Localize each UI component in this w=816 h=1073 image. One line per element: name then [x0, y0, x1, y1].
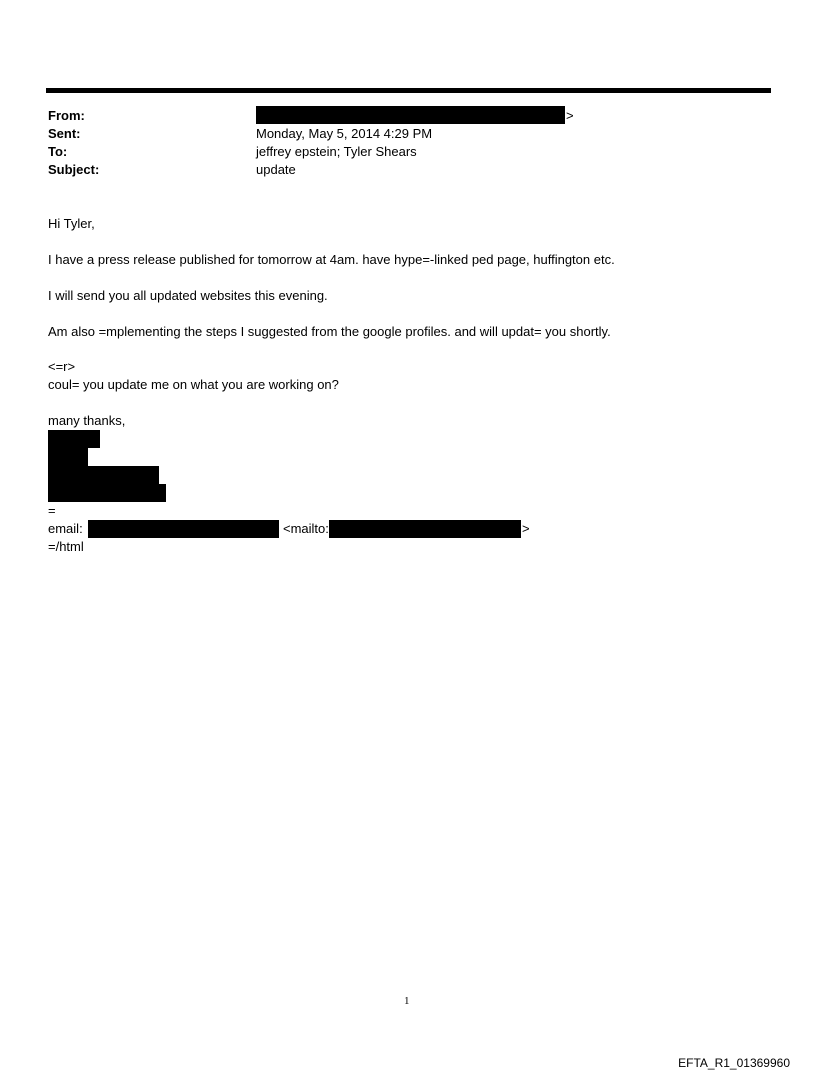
sent-value: Monday, May 5, 2014 4:29 PM	[256, 126, 433, 141]
equals-line: =	[48, 503, 56, 518]
mailto-close: >	[522, 521, 530, 536]
signature-redaction-1	[48, 430, 100, 448]
to-label: To:	[48, 144, 68, 159]
subject-label: Subject:	[48, 162, 100, 177]
body-line-press-release: I have a press release published for tomorrow at 4am. have hype=-linked ped page, huffington etc.	[48, 252, 615, 267]
signature-redaction-4	[48, 484, 166, 502]
to-value: jeffrey epstein; Tyler Shears	[256, 144, 417, 159]
body-line-steps: Am also =mplementing the steps I suggested from the google profiles. and will updat= you shortly.	[48, 324, 611, 339]
header-rule	[46, 88, 771, 93]
document-id: EFTA_R1_01369960	[678, 1056, 790, 1070]
body-line-websites: I will send you all updated websites this evening.	[48, 288, 328, 303]
body-line-tag: <=r>	[48, 359, 76, 374]
mailto-label: <mailto:	[283, 521, 329, 536]
mailto-redaction	[329, 520, 521, 538]
sent-label: Sent:	[48, 126, 81, 141]
subject-value: update	[256, 162, 296, 177]
html-end-line: =/html	[48, 539, 84, 554]
signoff: many thanks,	[48, 413, 126, 428]
email-redaction	[88, 520, 279, 538]
from-label: From:	[48, 108, 85, 123]
body-line-question: coul= you update me on what you are working on?	[48, 377, 339, 392]
signature-redaction-2	[48, 448, 88, 466]
from-redaction	[256, 106, 565, 124]
signature-redaction-3	[48, 466, 159, 484]
from-suffix: >	[566, 108, 574, 123]
page-number: 1	[404, 995, 410, 1007]
greeting: Hi Tyler,	[48, 216, 95, 231]
email-label: email:	[48, 521, 83, 536]
